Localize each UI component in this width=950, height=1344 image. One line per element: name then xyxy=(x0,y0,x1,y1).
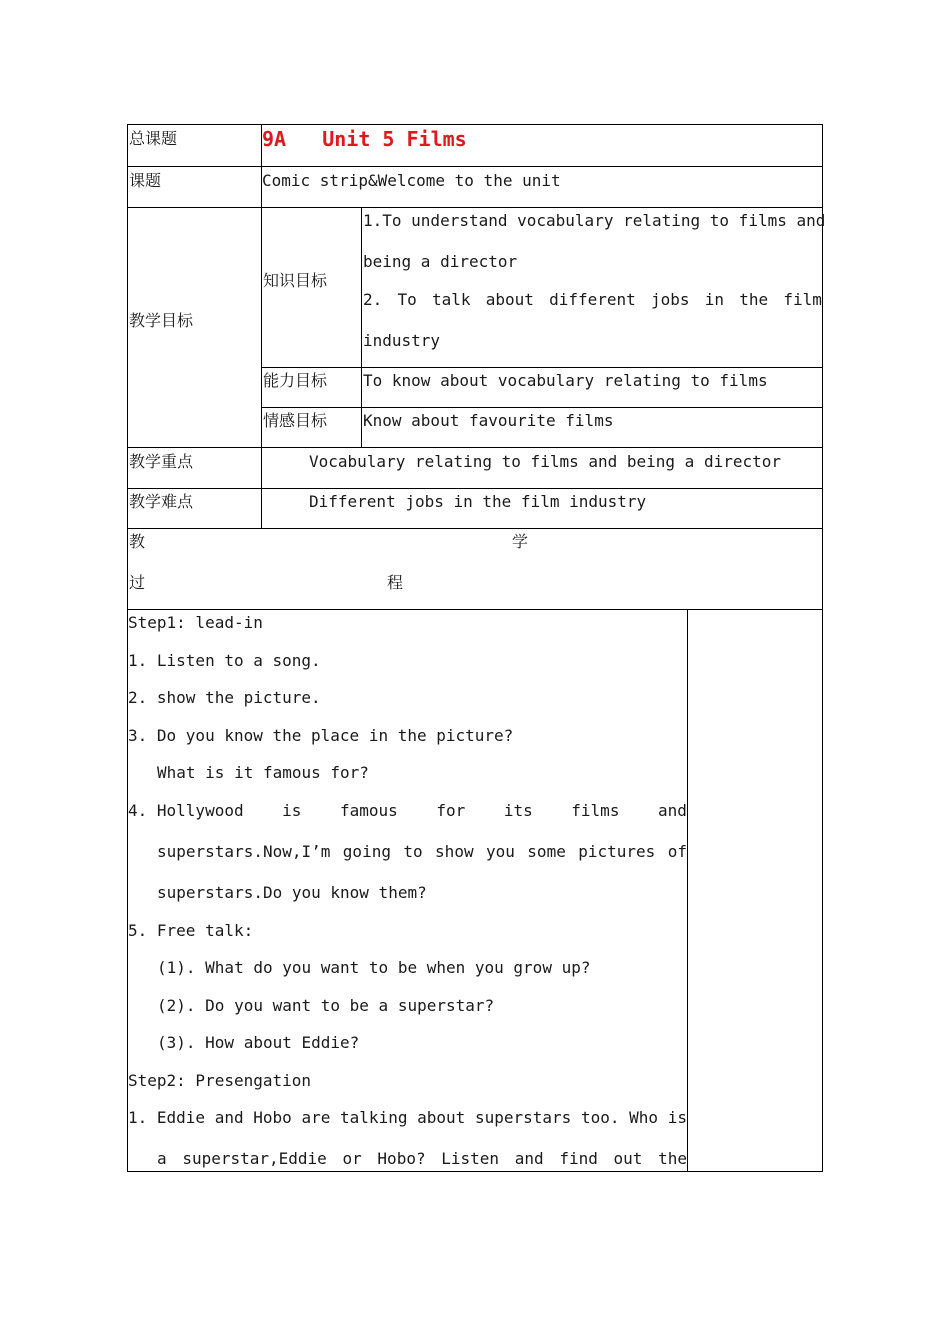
row-divider xyxy=(127,609,823,610)
process-line: 5. Free talk: xyxy=(128,921,254,940)
process-line: superstars.Do you know them? xyxy=(157,883,427,902)
process-line: 4. Hollywood is famous for its films and xyxy=(128,801,687,820)
process-line: 1. Listen to a song. xyxy=(128,651,321,670)
emotion-objective-label: 情感目标 xyxy=(263,411,328,430)
overall-topic-title: 9A Unit 5 Films xyxy=(262,127,467,151)
objectives-label: 教学目标 xyxy=(129,311,194,330)
emotion-objective-value: Know about favourite films xyxy=(363,411,614,430)
row-divider xyxy=(127,207,823,208)
process-line: 2. show the picture. xyxy=(128,688,321,707)
key-points-value: Vocabulary relating to films and being a director xyxy=(309,452,782,471)
knowledge-objective-line: being a director xyxy=(363,252,518,271)
knowledge-objective-label: 知识目标 xyxy=(263,271,328,290)
ability-objective-label: 能力目标 xyxy=(263,371,328,390)
process-header-char: 教 xyxy=(129,532,146,551)
process-line: (2). Do you want to be a superstar? xyxy=(157,996,495,1015)
difficult-points-label: 教学难点 xyxy=(129,492,194,511)
row-divider xyxy=(127,488,823,489)
process-line: What is it famous for? xyxy=(157,763,369,782)
topic-value: Comic strip&Welcome to the unit xyxy=(262,171,561,190)
topic-label: 课题 xyxy=(129,171,162,190)
ability-objective-value: To know about vocabulary relating to films xyxy=(363,371,768,390)
process-line: 1. Eddie and Hobo are talking about superstars too. Who is xyxy=(128,1108,687,1127)
knowledge-objective-line: 1.To understand vocabulary relating to films and xyxy=(363,211,826,230)
process-header-char: 过 xyxy=(129,573,146,592)
row-divider xyxy=(127,447,823,448)
process-line: 3. Do you know the place in the picture? xyxy=(128,726,514,745)
column-divider xyxy=(687,609,688,1172)
knowledge-objective-line: industry xyxy=(363,331,441,350)
process-line: a superstar,Eddie or Hobo? Listen and find out the xyxy=(157,1149,687,1168)
row-divider xyxy=(261,407,823,408)
column-divider xyxy=(361,207,362,447)
process-line: (1). What do you want to be when you grow up? xyxy=(157,958,591,977)
knowledge-objective-line: 2. To talk about different jobs in the film xyxy=(363,290,822,309)
step-heading: Step2: Presengation xyxy=(128,1071,312,1090)
key-points-label: 教学重点 xyxy=(129,452,194,471)
process-header-char: 学 xyxy=(512,532,529,551)
overall-topic-label: 总课题 xyxy=(129,129,178,148)
row-divider xyxy=(261,367,823,368)
process-line: superstars.Now,I’m going to show you some pictures of xyxy=(157,842,687,861)
row-divider xyxy=(127,166,823,167)
difficult-points-value: Different jobs in the film industry xyxy=(309,492,647,511)
step-heading: Step1: lead-in xyxy=(128,613,263,632)
process-line: (3). How about Eddie? xyxy=(157,1033,360,1052)
row-divider xyxy=(127,528,823,529)
process-header-char: 程 xyxy=(387,573,404,592)
